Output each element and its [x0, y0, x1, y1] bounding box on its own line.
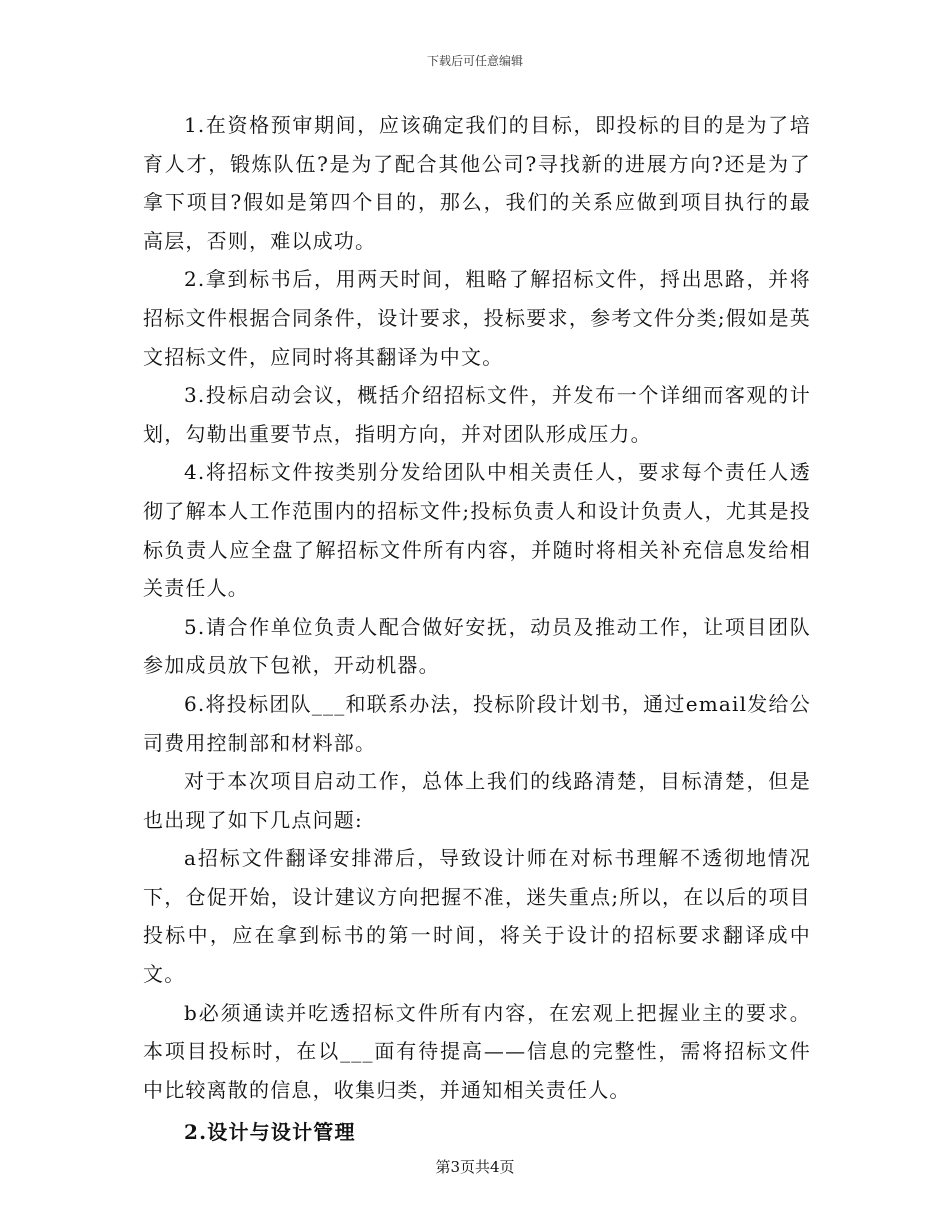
page-header: 下载后可任意编辑: [426, 54, 523, 68]
paragraph-5: 5.请合作单位负责人配合做好安抚，动员及推动工作，让项目团队参加成员放下包袱，开动机器。: [143, 614, 811, 678]
document-body: [143, 106, 811, 1152]
paragraph-6: 6.将投标团队___和联系办法，投标阶段计划书，通过email发给公司费用控制部和材料部。: [143, 691, 811, 755]
page-footer: 第3页共4页: [435, 1158, 515, 1176]
paragraph-issue-a: a招标文件翻译安排滞后，导致设计师在对标书理解不透彻地情况下，仓促开始，设计建议方向把握不准，迷失重点;所以，在以后的项目投标中，应在拿到标书的第一时间，将关于设计的招标要求翻译成中文。: [143, 846, 811, 987]
paragraph-summary: 对于本次项目启动工作，总体上我们的线路清楚，目标清楚，但是也出现了如下几点问题:: [143, 769, 811, 832]
section-heading: 2.设计与设计管理: [184, 1120, 356, 1145]
paragraph-1: 1.在资格预审期间，应该确定我们的目标，即投标的目的是为了培育人才，锻炼队伍?是为了配合其他公司?寻找新的进展方向?还是为了拿下项目?假如是第四个目的，那么，我们的关系应做到项目执行的最高层，否则，难以成功。: [143, 113, 811, 253]
paragraph-issue-b: b必须通读并吃透招标文件所有内容，在宏观上把握业主的要求。本项目投标时，在以___面有待提高——信息的完整性，需将招标文件中比较离散的信息，收集归类，并通知相关责任人。: [143, 1000, 811, 1102]
paragraph-4: 4.将招标文件按类别分发给团队中相关责任人，要求每个责任人透彻了解本人工作范围内的招标文件;投标负责人和设计负责人，尤其是投标负责人应全盘了解招标文件所有内容，并随时将相关补充信息发给相关责任人。: [143, 460, 811, 601]
paragraph-2: 2.拿到标书后，用两天时间，粗略了解招标文件，捋出思路，并将招标文件根据合同条件，设计要求，投标要求，参考文件分类;假如是英文招标文件，应同时将其翻译为中文。: [143, 267, 811, 369]
paragraph-3: 3.投标启动会议，概括介绍招标文件，并发布一个详细而客观的计划，勾勒出重要节点，指明方向，并对团队形成压力。: [143, 383, 811, 446]
